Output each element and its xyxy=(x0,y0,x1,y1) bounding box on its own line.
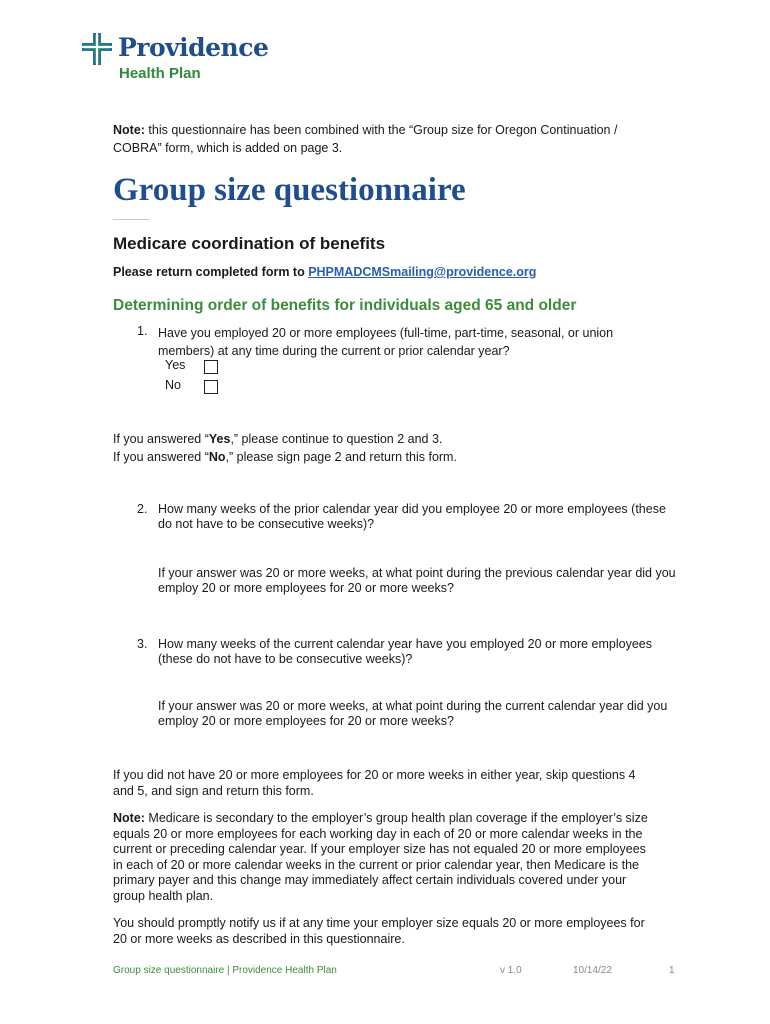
question-3-number: 3. xyxy=(137,637,148,651)
question-2-followup: If your answer was 20 or more weeks, at what point during the previous calendar year did you employ 20 or more employees for 20 or more weeks? xyxy=(158,566,676,595)
question-1-text: Have you employed 20 or more employees (full-time, part-time, seasonal, or union members) at any time during the current or prior calendar year? xyxy=(158,326,614,358)
footer-date: 10/14/22 xyxy=(573,965,612,976)
subheading: Determining order of benefits for individuals aged 65 and older xyxy=(113,297,577,314)
return-instructions xyxy=(113,265,536,279)
condition-no xyxy=(113,450,457,464)
logo-subtitle: Health Plan xyxy=(119,65,201,82)
question-3-followup: If your answer was 20 or more weeks, at what point during the current calendar year did you employ 20 or more employees for 20 or more weeks? xyxy=(158,699,668,728)
condition-yes xyxy=(113,432,442,446)
email-link[interactable]: PHPMADCMSmailing@providence.org xyxy=(308,265,537,279)
option-no-label: No xyxy=(165,378,181,392)
condition-yes-suffix: ,” please continue to question 2 and 3. xyxy=(230,432,443,446)
page-title: Group size questionnaire xyxy=(113,172,466,208)
question-2-text: How many weeks of the prior calendar year did you employee 20 or more employees (these do not have to be consecutive weeks)? xyxy=(158,502,666,531)
question-3-text: How many weeks of the current calendar year have you employed 20 or more employees (these do not have to be consecutive weeks)? xyxy=(158,637,653,666)
condition-yes-word: Yes xyxy=(208,432,231,446)
question-2-number: 2. xyxy=(137,502,148,516)
section-heading: Medicare coordination of benefits xyxy=(113,234,386,253)
notify-paragraph: You should promptly notify us if at any time your employer size equals 20 or more employees for 20 or more weeks as described in this questionnaire. xyxy=(113,916,645,946)
return-prefix: Please return completed form to xyxy=(113,265,309,279)
skip-instructions: If you did not have 20 or more employees for 20 or more weeks in either year, skip questions 4 and 5, and sign and return this form. xyxy=(113,768,636,798)
title-divider xyxy=(113,219,150,220)
condition-no-prefix: If you answered “ xyxy=(113,450,209,464)
footer-version: v 1.0 xyxy=(500,965,522,976)
logo-name: Providence xyxy=(118,33,269,62)
condition-no-word: No xyxy=(208,450,226,464)
note-label: Note: xyxy=(113,123,145,137)
medicare-note-text: Medicare is secondary to the employer’s group health plan coverage if the employer’s size equals 20 or more employees for each working day in each of 20 or more calendar weeks in the current or preceding calendar year. If your employer size has not equaled 20 or more employees in each of 20 or more calendar weeks in the current or prior calendar year, then Medicare is the primary payer and this change may immediately affect certain individuals covered under your group health plan. xyxy=(113,811,648,903)
top-note xyxy=(113,121,653,157)
medicare-note xyxy=(113,811,653,904)
yes-checkbox[interactable] xyxy=(204,360,218,374)
medicare-note-label: Note: xyxy=(113,811,145,825)
providence-cross-icon xyxy=(82,33,112,65)
no-checkbox[interactable] xyxy=(204,380,218,394)
providence-logo xyxy=(82,33,269,83)
question-1-number: 1. xyxy=(137,324,148,338)
condition-no-suffix: ,” please sign page 2 and return this form. xyxy=(225,450,457,464)
footer-title: Group size questionnaire | Providence Health Plan xyxy=(113,965,337,976)
option-yes-label: Yes xyxy=(165,358,186,372)
footer-page-number: 1 xyxy=(669,965,675,976)
note-text: this questionnaire has been combined with the “Group size for Oregon Continuation / COBRA” form, which is added on page 3. xyxy=(113,123,618,155)
condition-yes-prefix: If you answered “ xyxy=(113,432,209,446)
